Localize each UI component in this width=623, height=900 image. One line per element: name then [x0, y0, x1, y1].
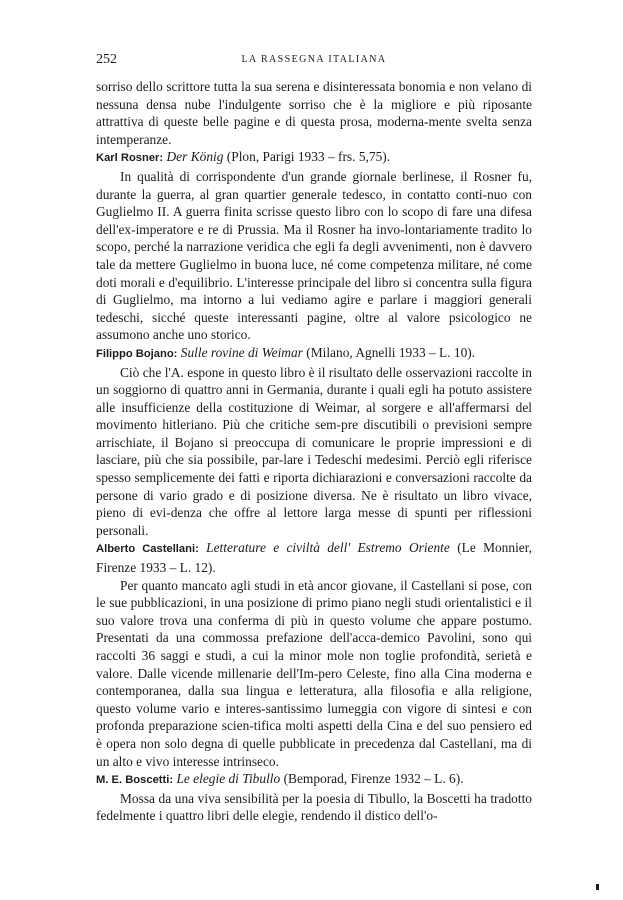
review-details: (Milano, Agnelli 1933 – L. 10).: [306, 344, 476, 360]
review-title: Sulle rovine di Weimar: [180, 344, 303, 360]
review-heading-rosner: [96, 148, 532, 168]
review-details: (Plon, Parigi 1933 – frs. 5,75).: [226, 149, 391, 165]
review-text-castellani: Per quanto mancato agli studi in età ancor giovane, il Castellani si pose, con le sue pubblicazioni, in una posizione di primo piano negli studi orientalistici e il suo valore trova una conferma di più in questo volume che appare postumo. Presentati da una commossa prefazione dell'acca-demico Pavolini, sono qui raccolti 36 saggi e studi, a cui la minor mole non toglie profondità, serietà e valore. Dalle vicende millenarie dell'Im-pero Celeste, fino alla Cina moderna e contemporanea, dalla sua lingua e letteratura, alla filosofia e alla religione, questo volume vario e interes-santissimo lumeggia con vigore di sintesi e con profonda preparazione scien-tifica molti aspetti della Cina e del suo pensiero ed è opera non solo degna di quelle pubblicate in precedenza dal Castellani, ma di un alto e vivo interesse intrinseco.: [96, 577, 532, 769]
review-author: Karl Rosner:: [96, 152, 164, 165]
scan-mark: [596, 884, 599, 890]
review-title: Letterature e civiltà dell' Estremo Oriente: [206, 540, 450, 556]
review-heading-boscetti: [96, 770, 532, 790]
review-text-boscetti: Mossa da una viva sensibilità per la poesia di Tibullo, la Boscetti ha tradotto fedelmente i quattro libri delle elegie, rendendo il distico dell'o-: [96, 790, 532, 824]
review-details: (Bemporad, Firenze 1932 – L. 6).: [283, 771, 464, 787]
intro-paragraph: sorriso dello scrittore tutta la sua serena e disinteressata bonomia e non velano di nessuna densa nube l'indulgente sorriso che è la migliore e più riposante attrattiva di queste belle pagine e di questa prosa, moderna-mente svelta senza intemperanze.: [96, 79, 532, 147]
page-number: 252: [96, 52, 117, 67]
page-header: [96, 52, 532, 70]
review-details: (Le Monnier, Firenze 1933 – L. 12).: [96, 540, 533, 576]
review-author: Filippo Bojano:: [96, 347, 178, 360]
running-title: LA RASSEGNA ITALIANA: [241, 54, 387, 65]
review-text-rosner: In qualità di corrispondente d'un grande giornale berlinese, il Rosner fu, durante la guerra, al gran quartier generale tedesco, in contatto conti-nuo con Guglielmo II. A guerra finita scrisse questo libro con lo scopo di fare una difesa dell'ex-imperatore e re di Prussia. Ma il Rosner ha invo-lontariamente tradito lo scopo, perché la narrazione veridica che egli fa degli avvenimenti, non è davvero tale da mettere Guglielmo in buona luce, né come competenza militare, né come doti morali e d'equilibrio. L'interesse principale del libro si concentra sulla figura di Guglielmo, ma intorno a lui vediamo agire e parlare i maggiori generali tedeschi, sicché queste interessanti pagine, oltre al valore psicologico ne assumono anche uno storico.: [96, 168, 532, 343]
review-author: M. E. Boscetti:: [96, 774, 174, 787]
review-title: Le elegie di Tibullo: [176, 771, 281, 787]
review-title: Der König: [166, 149, 224, 165]
page-body: [96, 78, 532, 825]
review-author: Alberto Castellani:: [96, 543, 199, 556]
review-heading-castellani: [96, 539, 532, 576]
review-heading-bojano: [96, 344, 532, 364]
review-text-bojano: Ciò che l'A. espone in questo libro è il risultato delle osservazioni raccolte in un soggiorno di quattro anni in Germania, durante i quali egli ha potuto assistere alle insufficienze della costituzione di Weimar, al sorgere e all'affermarsi del movimento hitleriano. Più che critiche sem-pre discutibili o previsioni sempre arrischiate, il Bojano si preoccupa di comunicare le proprie impressioni e di lasciare, più che sia possibile, par-lare i Tedeschi medesimi. Perciò egli riferisce spesso semplicemente dei fatti e riporta dichiarazioni e conversazioni raccolte da persone di vario grado e di posizione diversa. Ne è risultato un libro vivace, pieno di evi-denza che offre al lettore larga messe di spunti per riflessioni personali.: [96, 364, 532, 538]
